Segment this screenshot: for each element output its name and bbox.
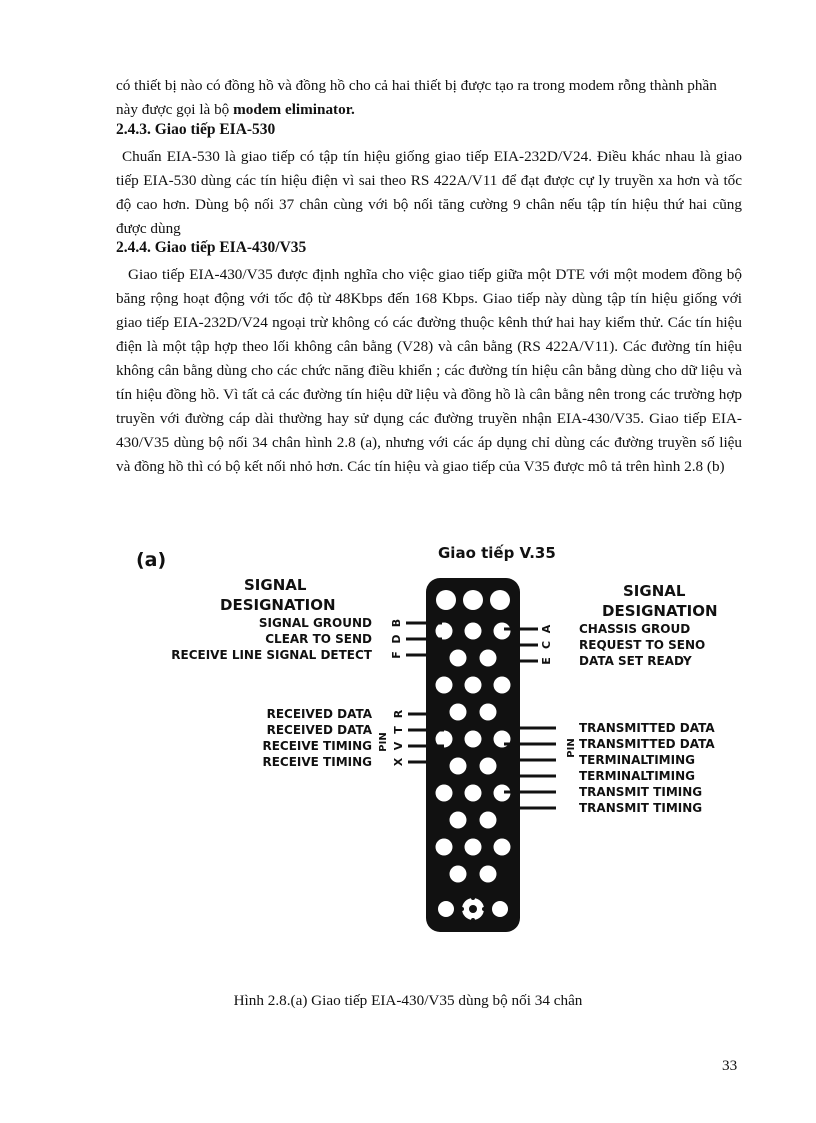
connector-pin-hole bbox=[436, 623, 453, 640]
intro-line-2-text: này được gọi là bộ bbox=[116, 101, 234, 118]
connector-pin-hole bbox=[465, 623, 482, 640]
modem-eliminator-term: modem eliminator. bbox=[233, 101, 355, 118]
left-pin-letter: T bbox=[392, 726, 405, 734]
connector-pin-hole bbox=[494, 623, 511, 640]
connector-pin-hole bbox=[436, 590, 456, 610]
left-pin-letter: B bbox=[390, 618, 403, 628]
page-number: 33 bbox=[722, 1057, 738, 1074]
right-signal-label: DATA SET READY bbox=[579, 654, 692, 668]
connector-pin-hole bbox=[480, 758, 497, 775]
connector-pin-hole bbox=[436, 677, 453, 694]
connector-pin-hole bbox=[436, 785, 453, 802]
left-header-signal: SIGNAL bbox=[244, 576, 307, 594]
left-signal-label: RECEIVE LINE SIGNAL DETECT bbox=[171, 648, 372, 662]
connector-pin-hole bbox=[450, 758, 467, 775]
intro-line-1: có thiết bị nào có đồng hồ và đồng hồ cho cả hai thiết bị được tạo ra trong modem rỗng thành phần bbox=[116, 77, 717, 94]
left-signal-label: RECEIVED DATA bbox=[266, 707, 372, 721]
connector-pin-hole bbox=[480, 704, 497, 721]
section-244-body: Giao tiếp EIA-430/V35 được định nghĩa cho việc giao tiếp giữa một DTE với một modem đồng bộ băng rộng hoạt động với tốc độ từ 48Kbps đến 168 Kbps. Giao tiếp này dùng tập tín hiệu giống với giao tiếp EIA-232D/V24 ngoại trừ không có các đường thuộc kênh thứ hai hay kiểm thử. Các tín hiệu điện là một tập hợp theo lối không cân bằng (V28) và cân bằng (RS 422A/V11). Các đường tín hiệu không cân bằng dùng cho các chức năng điều khiển ; các đường tín hiệu cân bằng dùng cho dữ liệu và tín hiệu đồng hồ. Vì tất cả các đường tín hiệu dữ liệu và đồng hồ là cân bằng nên trong các trường hợp truyền với đường cáp dài thường hay sử dụng các đường truyền nhận EIA-430/V35. Giao tiếp EIA-430/V35 dùng bộ nối 34 chân hình 2.8 (a), nhưng với các áp dụng chỉ dùng các đường truyền số liệu và đồng hồ thì có bộ kết nối nhỏ hơn. Các tín hiệu và giao tiếp của V35 được mô tả trên hình 2.8 (b) bbox=[116, 266, 742, 475]
connector-pin-hole bbox=[490, 590, 510, 610]
right-signal-label: CHASSIS GROUD bbox=[579, 622, 691, 636]
left-header-designation: DESIGNATION bbox=[220, 596, 336, 614]
right-pin-letter: C bbox=[540, 640, 553, 650]
connector-pin-hole bbox=[465, 839, 482, 856]
left-pin-letter: R bbox=[392, 709, 405, 719]
connector-pin-hole bbox=[492, 901, 508, 917]
right-signal-label: TERMINALTIMING bbox=[579, 753, 695, 767]
connector-pin-hole bbox=[450, 812, 467, 829]
left-signal-label: RECEIVE TIMING bbox=[262, 739, 372, 753]
right-header-designation: DESIGNATION bbox=[602, 602, 718, 620]
right-signal-label: TRANSMITTED DATA bbox=[579, 721, 715, 735]
connector-pin-hole bbox=[465, 731, 482, 748]
left-signal-label: RECEIVED DATA bbox=[266, 723, 372, 737]
connector-pin-hole bbox=[450, 866, 467, 883]
intro-paragraph bbox=[116, 74, 742, 122]
figure-caption: Hình 2.8.(a) Giao tiếp EIA-430/V35 dùng bộ nối 34 chân bbox=[233, 992, 583, 1009]
right-signal-label: TRANSMIT TIMING bbox=[579, 785, 703, 799]
connector-pin-hole bbox=[436, 839, 453, 856]
left-pin-axis-label: PIN bbox=[378, 732, 389, 752]
v35-connector-diagram bbox=[126, 518, 726, 948]
connector-pin-hole bbox=[494, 677, 511, 694]
right-pin-letter: A bbox=[540, 624, 553, 634]
v35-connector-figure bbox=[126, 518, 726, 948]
section-244-heading: 2.4.4. Giao tiếp EIA-430/V35 bbox=[116, 239, 307, 256]
connector-pin-hole bbox=[463, 590, 483, 610]
left-pin-letter: V bbox=[392, 741, 405, 751]
left-signal-label: SIGNAL GROUND bbox=[258, 616, 372, 630]
left-pin-letter: F bbox=[390, 651, 403, 659]
connector-pin-hole bbox=[450, 704, 467, 721]
right-signal-label: TERMINALTIMING bbox=[579, 769, 695, 783]
connector-pin-hole bbox=[465, 785, 482, 802]
left-pin-letter: X bbox=[392, 757, 405, 767]
panel-label: (a) bbox=[136, 549, 167, 571]
connector-pin-hole bbox=[480, 812, 497, 829]
right-pin-letter: E bbox=[540, 657, 553, 665]
right-signal-label: TRANSMIT TIMING bbox=[579, 801, 703, 815]
left-signal-label: RECEIVE TIMING bbox=[262, 755, 372, 769]
right-pin-axis-label: PIN bbox=[566, 738, 577, 758]
intro-line-2 bbox=[116, 98, 742, 122]
connector-pin-hole bbox=[450, 650, 467, 667]
connector-pin-hole bbox=[480, 650, 497, 667]
right-signal-label: TRANSMITTED DATA bbox=[579, 737, 715, 751]
connector-pin-hole bbox=[480, 866, 497, 883]
figure-title: Giao tiếp V.35 bbox=[438, 544, 556, 562]
connector-pin-hole bbox=[494, 839, 511, 856]
right-header-signal: SIGNAL bbox=[623, 582, 686, 600]
left-pin-letter: D bbox=[390, 634, 403, 644]
connector-pin-hole bbox=[438, 901, 454, 917]
left-signal-label: CLEAR TO SEND bbox=[265, 632, 372, 646]
section-243-heading: 2.4.3. Giao tiếp EIA-530 bbox=[116, 121, 276, 138]
section-243-body: Chuẩn EIA-530 là giao tiếp có tập tín hiệu giống giao tiếp EIA-232D/V24. Điều khác nhau là giao tiếp EIA-530 dùng các tín hiệu điện vì sai theo RS 422A/V11 để đạt được cự ly truyền xa hơn và tốc độ cao hơn. Dùng bộ nối 37 chân cùng với bộ nối tăng cường 9 chân nếu tập tín hiệu thứ hai cũng được dùng bbox=[116, 148, 742, 237]
connector-pin-hole bbox=[465, 677, 482, 694]
right-signal-label: REQUEST TO SENO bbox=[579, 638, 706, 652]
